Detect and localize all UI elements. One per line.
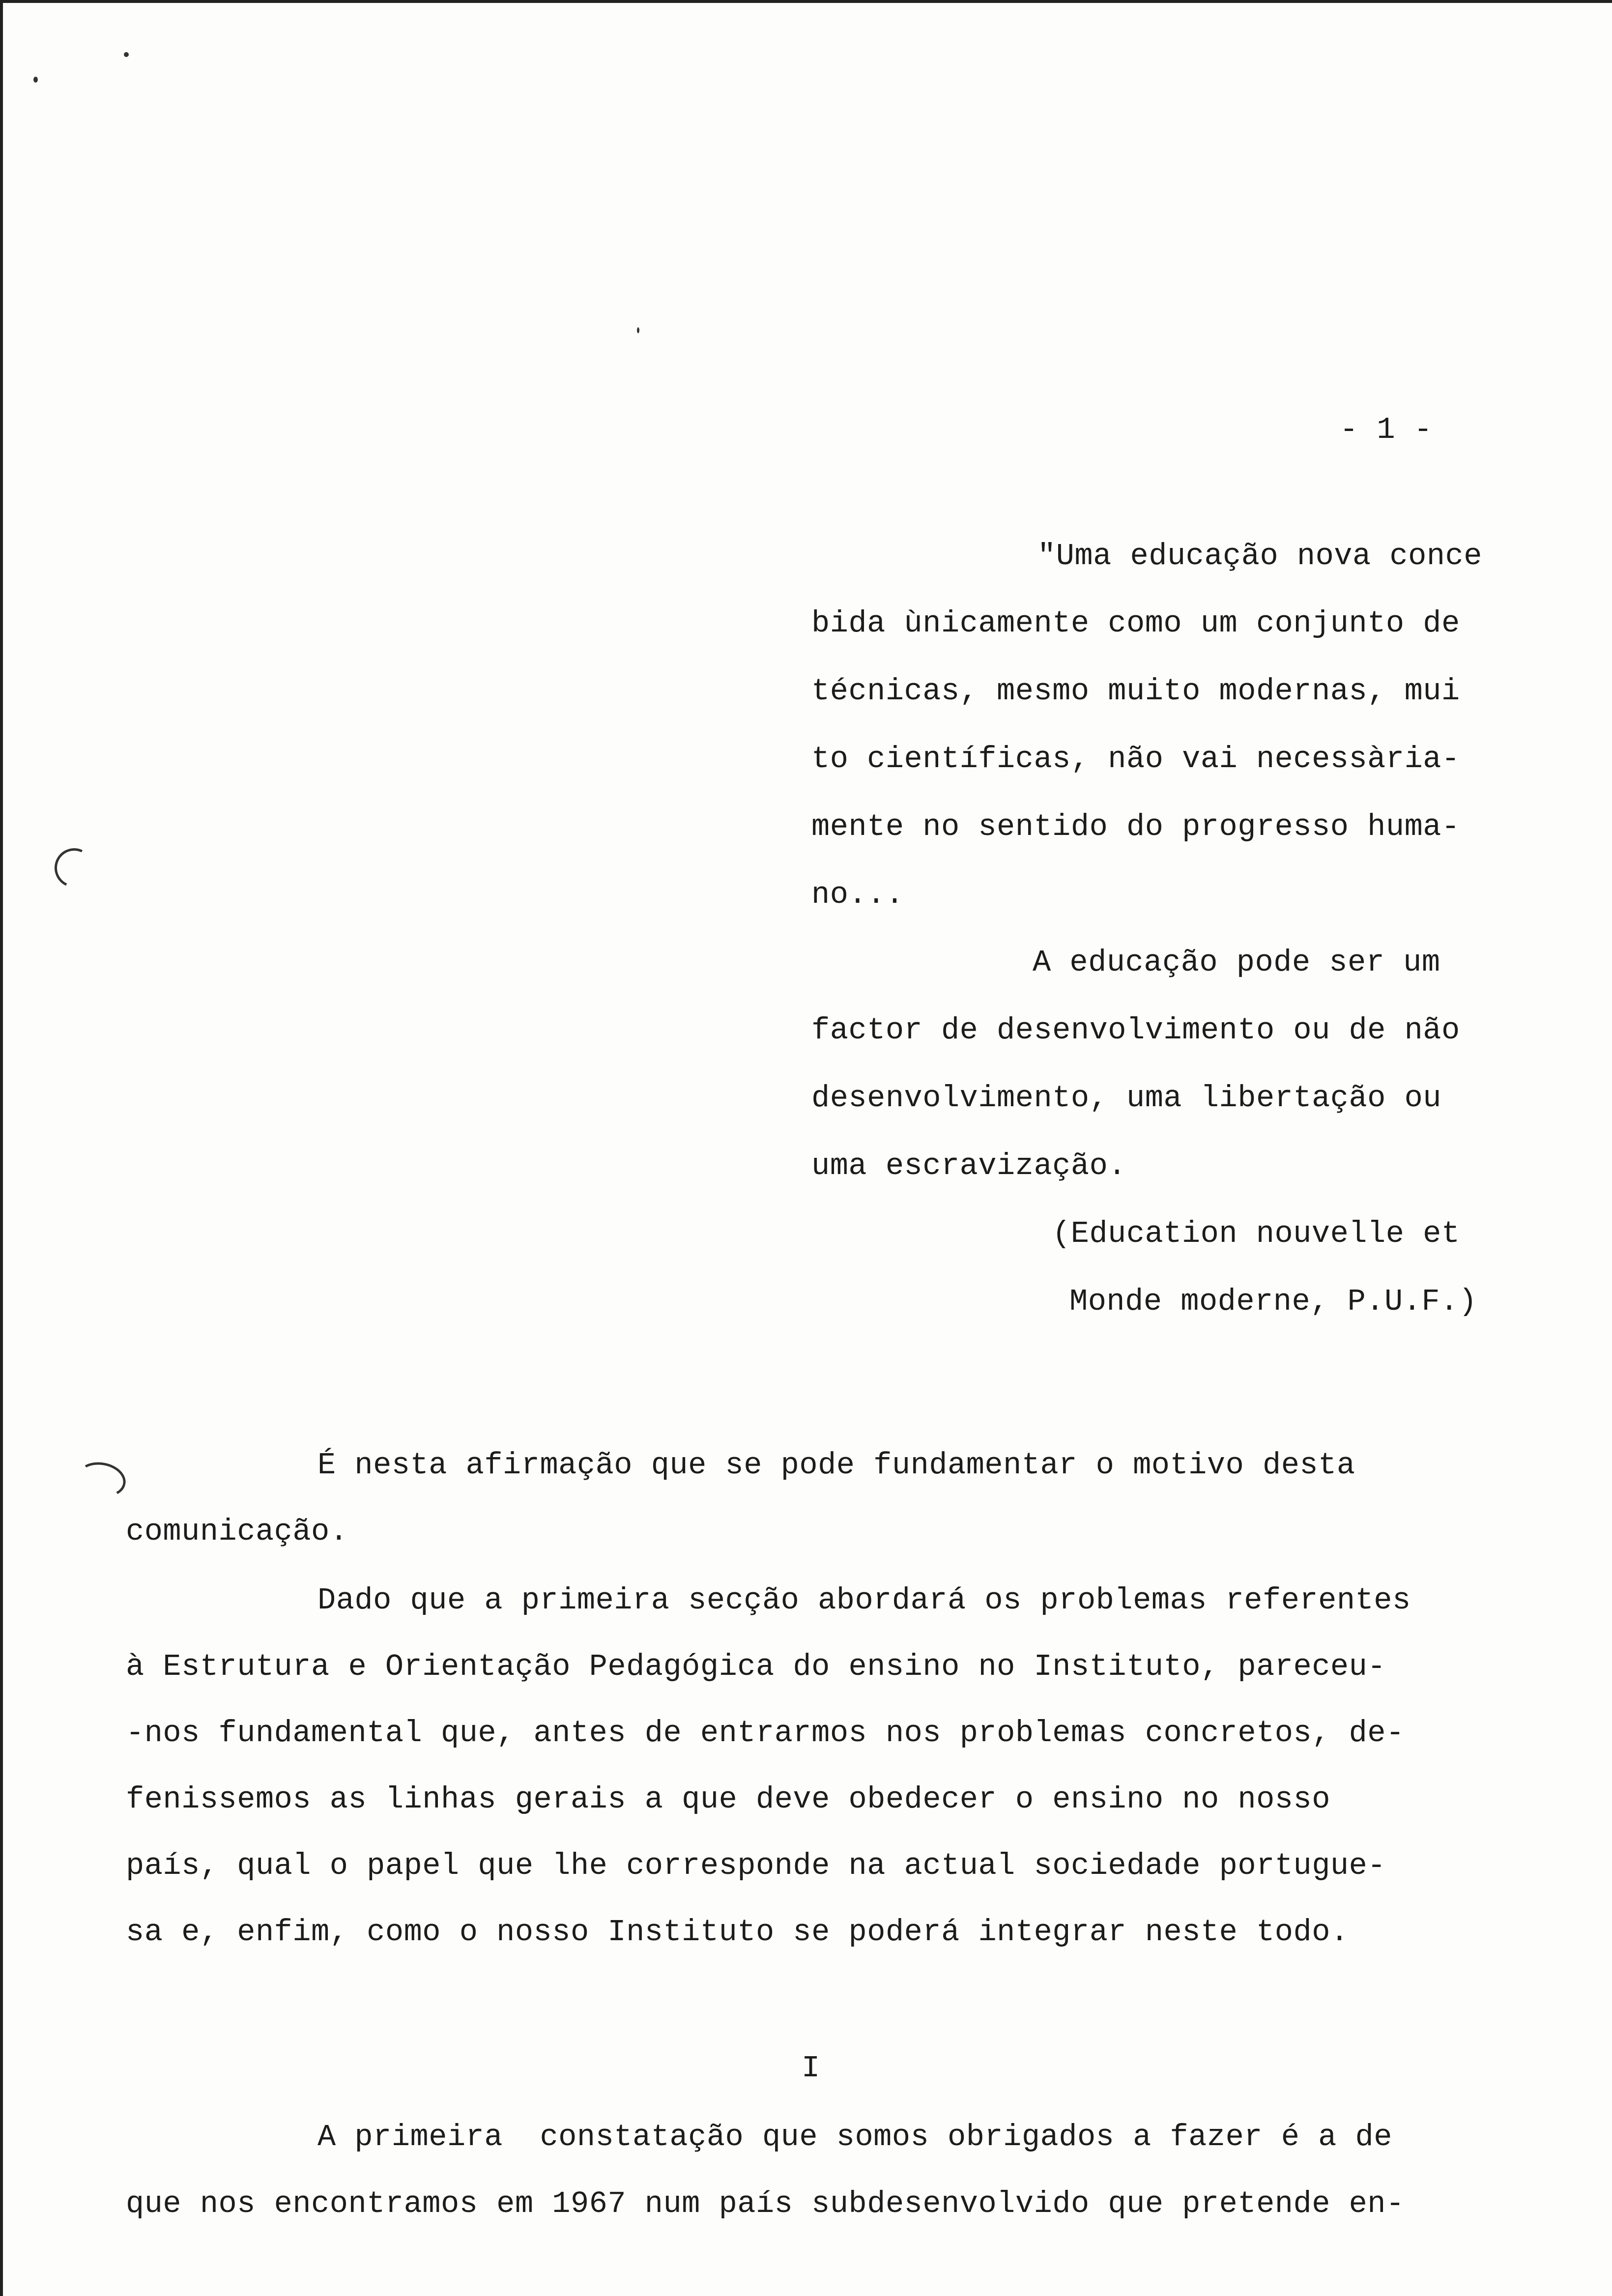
ink-speck — [33, 77, 38, 83]
epigraph-line: uma escravização. — [811, 1148, 1127, 1183]
section-heading: I — [802, 2051, 820, 2086]
epigraph-line: bida ùnicamente como um conjunto de — [811, 606, 1460, 641]
page-number: - 1 - — [1340, 412, 1433, 447]
paragraph-line: A primeira constatação que somos obrigados a fazer é a de — [317, 2120, 1392, 2154]
binder-hole-mark — [49, 843, 100, 893]
paragraph-line: fenissemos as linhas gerais a que deve obedecer o ensino no nosso — [126, 1782, 1330, 1817]
paragraph-line: comunicação. — [126, 1514, 348, 1549]
epigraph-line: to científicas, não vai necessària- — [811, 742, 1460, 776]
epigraph-line: técnicas, mesmo muito modernas, mui — [811, 674, 1460, 709]
paragraph-line: sa e, enfim, como o nosso Instituto se poderá integrar neste todo. — [126, 1915, 1349, 1950]
epigraph-line: "Uma educação nova conce — [1037, 539, 1482, 574]
epigraph-line: A educação pode ser um — [1033, 945, 1440, 980]
binder-hole-mark — [74, 1459, 129, 1501]
epigraph-line: desenvolvimento, uma libertação ou — [811, 1081, 1442, 1116]
paragraph-line: -nos fundamental que, antes de entrarmos nos problemas concretos, de- — [126, 1716, 1405, 1751]
paragraph-line: país, qual o papel que lhe corresponde na actual sociedade portugue- — [126, 1848, 1386, 1883]
epigraph-line: mente no sentido do progresso huma- — [811, 809, 1460, 844]
paragraph-line: Dado que a primeira secção abordará os problemas referentes — [317, 1583, 1411, 1618]
ink-speck — [637, 327, 639, 333]
epigraph-citation: Monde moderne, P.U.F.) — [1069, 1284, 1477, 1319]
paragraph-line: É nesta afirmação que se pode fundamentar o motivo desta — [317, 1448, 1355, 1483]
paragraph-line: que nos encontramos em 1967 num país subdesenvolvido que pretende en- — [126, 2186, 1405, 2221]
epigraph-citation: (Education nouvelle et — [1052, 1216, 1460, 1251]
epigraph-line: factor de desenvolvimento ou de não — [811, 1013, 1460, 1048]
ink-speck — [124, 52, 129, 57]
epigraph-line: no... — [811, 877, 904, 912]
paragraph-line: à Estrutura e Orientação Pedagógica do ensino no Instituto, pareceu- — [126, 1649, 1386, 1684]
